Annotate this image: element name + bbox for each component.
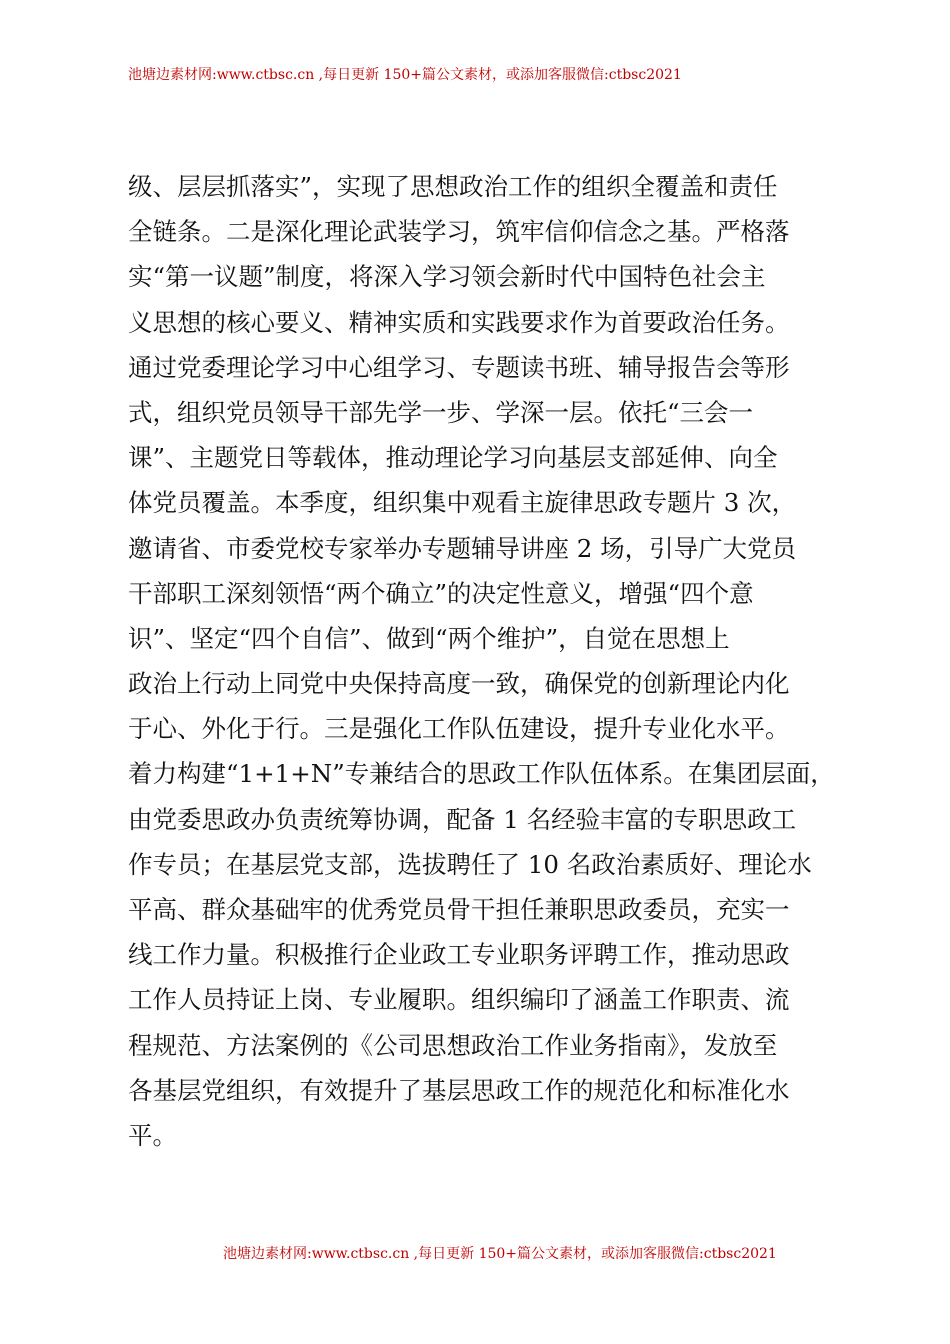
body-line: 工作人员持证上岗、专业履职。组织编印了涵盖工作职责、流 (128, 985, 790, 1015)
body-line: 程规范、方法案例的《公司思想政治工作业务指南》，发放至 (128, 1030, 778, 1060)
body-line: 作专员；在基层党支部，选拔聘任了 10 名政治素质好、理论水 (128, 849, 812, 879)
body-line: 政治上行动上同党中央保持高度一致，确保党的创新理论内化 (128, 669, 790, 699)
body-line: 实“第一议题”制度，将深入学习领会新时代中国特色社会主 (128, 262, 766, 292)
body-line: 级、层层抓落实”，实现了思想政治工作的组织全覆盖和责任 (128, 172, 778, 201)
body-line: 通过党委理论学习中心组学习、专题读书班、辅导报告会等形 (128, 352, 790, 382)
body-line: 平。 (128, 1120, 177, 1150)
body-line: 邀请省、市委党校专家举办专题辅导讲座 2 场，引导广大党员 (128, 533, 797, 563)
body-line: 体党员覆盖。本季度，组织集中观看主旋律思政专题片 3 次， (128, 488, 797, 518)
body-line: 义思想的核心要义、精神实质和实践要求作为首要政治任务。 (128, 307, 790, 337)
footer-watermark-text: 池塘边素材网:www.ctbsc.cn ,每日更新 150+篇公文素材，或添加客服微信:ctbsc2021 (223, 1246, 777, 1262)
body-line: 式，组织党员领导干部先学一步、学深一层。依托“三会一 (128, 397, 754, 427)
body-line: 于心、外化于行。三是强化工作队伍建设，提升专业化水平。 (128, 714, 790, 744)
body-line: 干部职工深刻领悟“两个确立”的决定性意义，增强“四个意 (128, 578, 754, 608)
body-line: 线工作力量。积极推行企业政工专业职务评聘工作，推动思政 (128, 940, 790, 970)
body-line: 课”、主题党日等载体，推动理论学习向基层支部延伸、向全 (128, 443, 778, 473)
body-line: 由党委思政办负责统筹协调，配备 1 名经验丰富的专职思政工 (128, 804, 797, 834)
body-line: 着力构建“1+1+N”专兼结合的思政工作队伍体系。在集团层面， (128, 759, 835, 789)
body-line: 各基层党组织，有效提升了基层思政工作的规范化和标准化水 (128, 1075, 790, 1105)
header-watermark-text: 池塘边素材网:www.ctbsc.cn ,每日更新 150+篇公文素材，或添加客服微信:ctbsc2021 (128, 67, 682, 83)
body-line: 平高、群众基础牢的优秀党员骨干担任兼职思政委员，充实一 (128, 895, 790, 924)
document-body (128, 170, 835, 1164)
body-line: 识”、坚定“四个自信”、做到“两个维护”，自觉在思想上 (128, 623, 730, 653)
body-line: 全链条。二是深化理论武装学习，筑牢信仰信念之基。严格落 (128, 217, 790, 247)
